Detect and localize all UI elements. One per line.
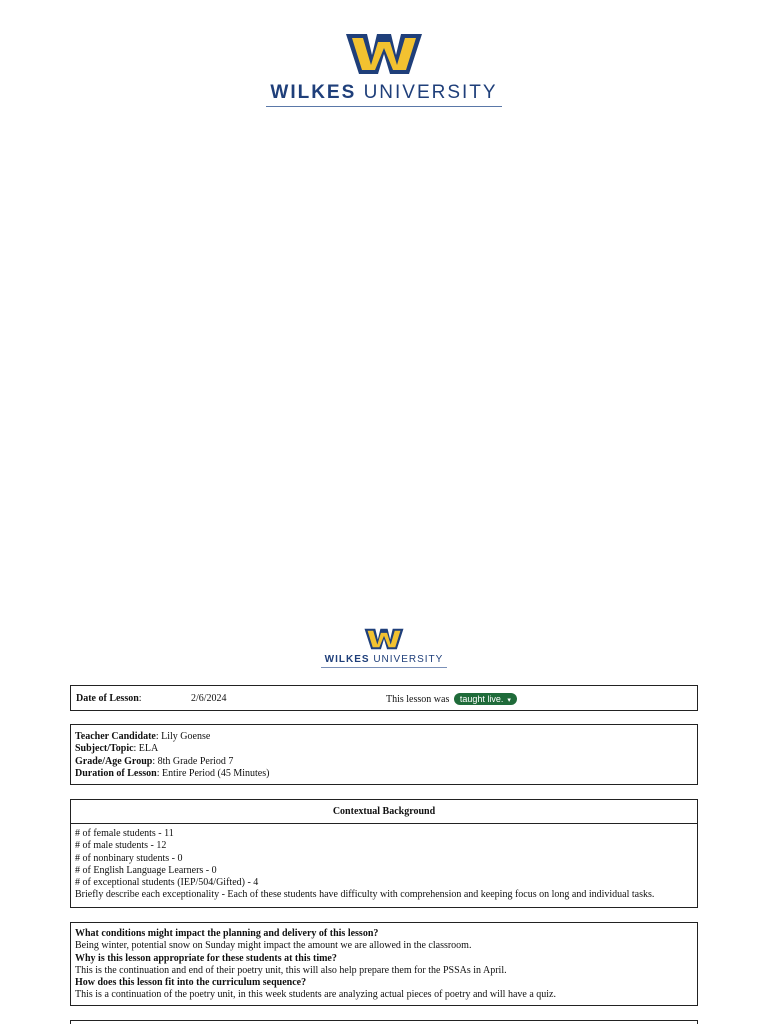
teacher-row-value: : Lily Goense: [155, 731, 211, 742]
context-line: # of male students - 12: [75, 840, 167, 852]
context-line: # of English Language Learners - 0: [75, 864, 217, 876]
condition-answer: This is a continuation of the poetry unit, in this week students are analyzing actual pieces of poetry and will have a quiz.: [75, 989, 556, 1001]
teacher-row-label: Duration of Lesson: [75, 767, 157, 779]
lesson-conditions-box: [70, 922, 698, 1006]
context-line: # of nonbinary students - 0: [75, 852, 183, 864]
next-section-box: [70, 1020, 698, 1024]
taught-status: [386, 693, 517, 706]
teacher-row: [75, 743, 693, 755]
wordmark-small-rest: UNIVERSITY: [373, 654, 444, 665]
date-value: 2/6/2024: [191, 693, 227, 704]
wordmark-small-bold: WILKES: [324, 654, 370, 665]
condition-question: How does this lesson fit into the curriculum sequence?: [75, 977, 307, 989]
teacher-row-label: Grade/Age Group: [75, 755, 153, 767]
taught-prefix: This lesson was: [386, 694, 450, 705]
wilkes-logo-small: [321, 627, 447, 669]
teacher-row-value: : Entire Period (45 Minutes): [156, 767, 270, 779]
chevron-down-icon: ▾: [507, 697, 511, 704]
date-label-group: [76, 693, 142, 705]
condition-answer: This is the continuation and end of their poetry unit, this will also help prepare them for the PSSAs in April.: [75, 964, 507, 976]
context-line: # of exceptional students (IEP/504/Gifted) - 4: [75, 877, 259, 889]
condition-answer: Being winter, potential snow on Sunday might impact the amount we are allowed in the classroom.: [75, 940, 472, 952]
teacher-row-value: : ELA: [133, 743, 159, 755]
contextual-background-body: [71, 824, 697, 902]
teacher-row-label: Subject/Topic: [75, 743, 134, 755]
wilkes-w-emblem: [345, 32, 423, 76]
wilkes-w-emblem-small: [364, 627, 404, 651]
lesson-date-box: [70, 685, 698, 711]
teacher-row: [75, 731, 693, 743]
logo-underline: [266, 106, 502, 107]
university-wordmark-small: [321, 654, 447, 665]
teacher-row: [75, 756, 693, 768]
teacher-row-label: Teacher Candidate: [75, 731, 156, 742]
context-line: # of female students - 11: [75, 828, 174, 839]
teacher-row: [75, 768, 693, 780]
context-line: Briefly describe each exceptionality - Each of these students have difficulty with comprehension and keeping focus on long and individual tasks.: [75, 889, 655, 901]
taught-mode-value: taught live.: [459, 694, 504, 704]
university-wordmark: [266, 82, 502, 104]
wordmark-bold: WILKES: [270, 82, 357, 103]
contextual-background-box: [70, 799, 698, 908]
condition-question: What conditions might impact the planning and delivery of this lesson?: [75, 928, 379, 939]
date-label-colon: :: [138, 693, 142, 704]
teacher-row-value: : 8th Grade Period 7: [152, 755, 234, 767]
date-label: Date of Lesson: [76, 693, 139, 704]
wilkes-logo-large: [266, 32, 502, 110]
teacher-info-box: [70, 724, 698, 785]
taught-mode-dropdown[interactable]: [454, 693, 517, 705]
logo-small-underline: [321, 667, 447, 668]
wordmark-rest: UNIVERSITY: [363, 82, 498, 103]
contextual-background-title: Contextual Background: [71, 800, 697, 824]
condition-question: Why is this lesson appropriate for these students at this time?: [75, 952, 337, 964]
